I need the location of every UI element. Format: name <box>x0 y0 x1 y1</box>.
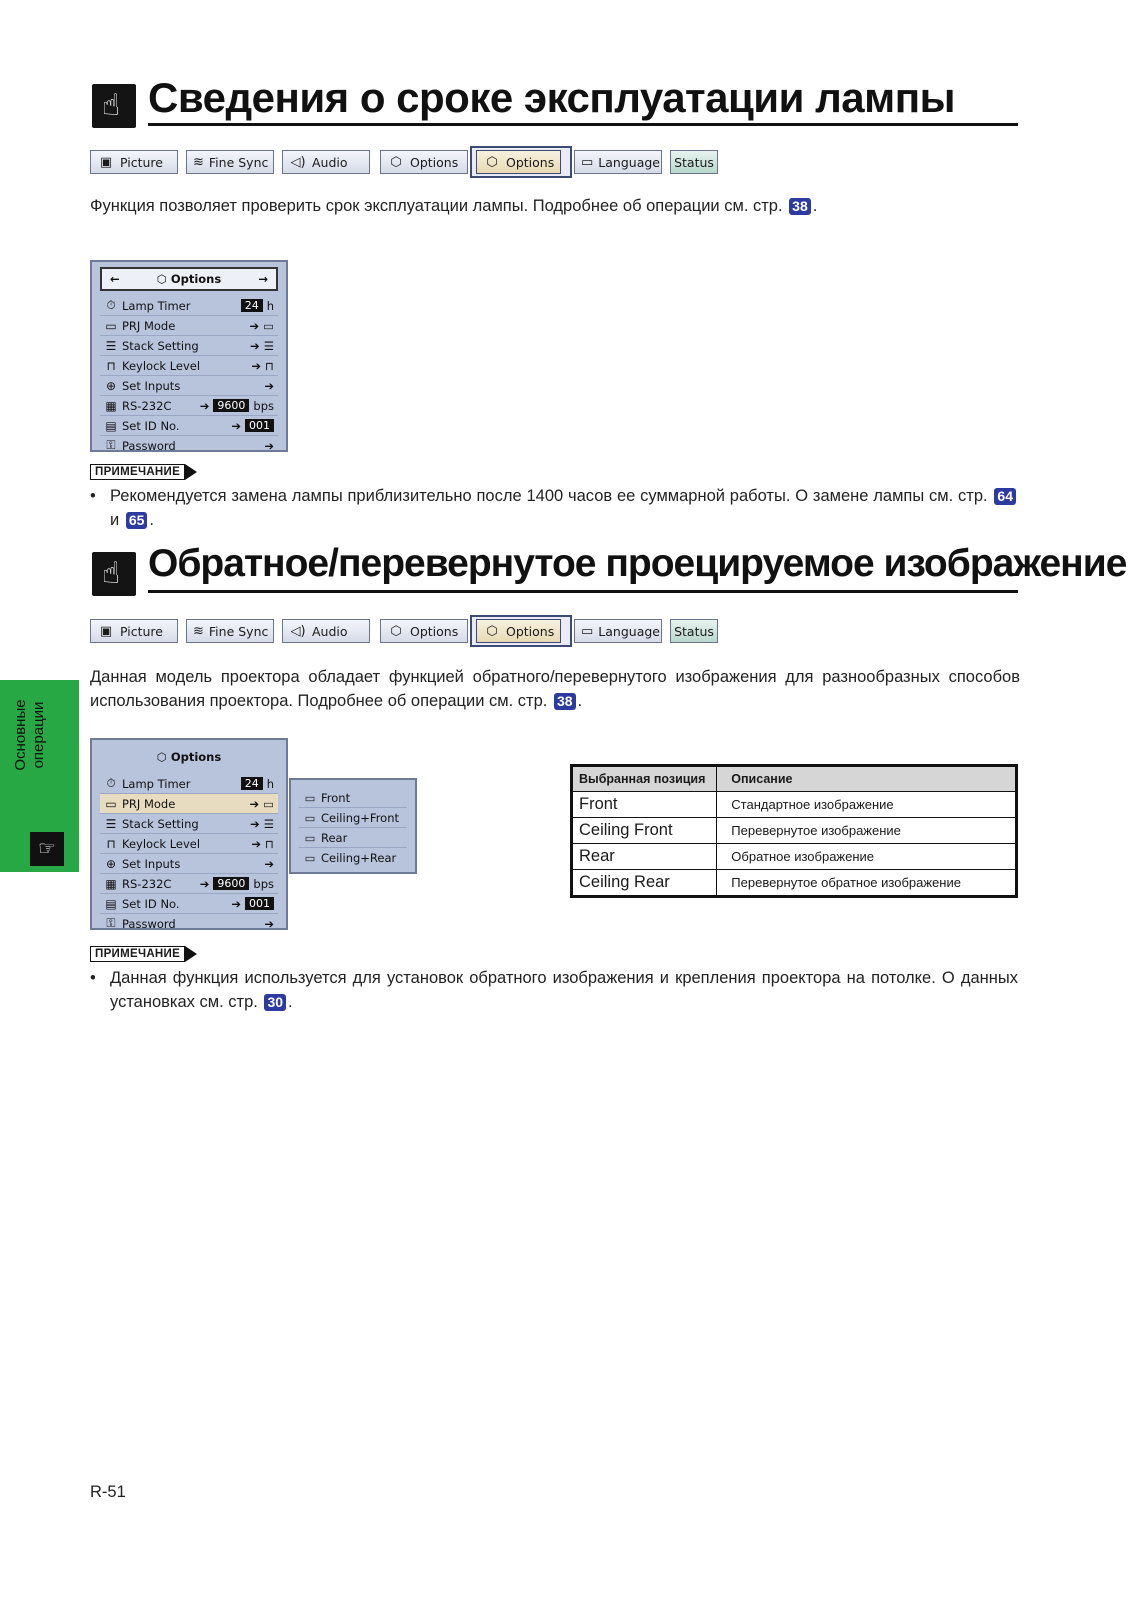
section-title: Обратное/перевернутое проецируемое изображение <box>148 542 1127 585</box>
tab-options[interactable]: ⬡ Options <box>380 150 468 174</box>
speaker-icon: ◁) <box>290 623 306 639</box>
prj-mode-icon: ▭ <box>263 796 274 811</box>
osd-header: ⬡ Options <box>156 750 222 764</box>
page-ref[interactable]: 65 <box>126 512 148 529</box>
note-bullet: • Рекомендуется замена лампы приблизительно после 1400 часов ее суммарной работы. О замене лампы см. стр. 64 и 65 . <box>90 484 1018 532</box>
stack-icon: ☰ <box>263 816 274 831</box>
page-number: R-51 <box>90 1483 126 1501</box>
inputs-icon: ⊕ <box>105 856 117 871</box>
osd-row-password[interactable]: ⚿ Password ➔ <box>100 436 278 455</box>
picture-icon: ▣ <box>99 154 113 170</box>
osd-options-menu <box>90 260 288 452</box>
rs232-icon: ▦ <box>105 398 117 413</box>
osd-row-set-inputs[interactable]: ⊕ Set Inputs ➔ <box>100 376 278 396</box>
speaker-icon: ◁) <box>290 154 306 170</box>
osd-row-set-inputs[interactable]: ⊕ Set Inputs ➔ <box>100 854 278 874</box>
page-ref[interactable]: 64 <box>994 488 1016 505</box>
menu-tab-bar <box>90 615 730 645</box>
table-header-row <box>572 766 1017 792</box>
osd-row-lamp-timer[interactable]: ⏱ Lamp Timer 24 h <box>100 296 278 316</box>
key-icon: ⚿ <box>106 438 116 452</box>
osd-row-keylock[interactable]: ⊓ Keylock Level ➔ ⊓ <box>100 356 278 376</box>
fine-sync-icon: ≋ <box>193 154 204 170</box>
osd-row-lamp-timer[interactable]: ⏱ Lamp Timer 24 h <box>100 774 278 794</box>
page-ref[interactable]: 30 <box>264 994 286 1011</box>
ceiling-front-icon: ▭ <box>304 810 316 825</box>
table-row: Ceiling Rear Перевернутое обратное изображение <box>572 870 1017 897</box>
lock-icon: ⊓ <box>106 358 116 373</box>
rear-icon: ▭ <box>304 830 316 845</box>
left-arrow-icon[interactable]: ← <box>110 272 120 286</box>
tab-language[interactable]: ▭ Language <box>574 619 662 643</box>
osd-row-rs232c[interactable]: ▦ RS-232C ➔ 9600 bps <box>100 874 278 894</box>
prj-mode-icon: ▭ <box>263 318 274 333</box>
stack-icon: ☰ <box>105 338 117 353</box>
ceiling-rear-icon: ▭ <box>304 850 316 865</box>
page-ref[interactable]: 38 <box>789 198 811 215</box>
stack-icon: ☰ <box>105 816 117 831</box>
tab-audio[interactable]: ◁) Audio <box>282 619 370 643</box>
tab-picture[interactable]: ▣ Picture <box>90 150 178 174</box>
title-underline <box>148 123 1018 126</box>
osd-row-stack-setting[interactable]: ☰ Stack Setting ➔ ☰ <box>100 814 278 834</box>
picture-icon: ▣ <box>99 623 113 639</box>
hand-pointer-icon: ☝ <box>92 552 136 596</box>
speech-bubble-icon: ▭ <box>581 154 594 170</box>
note-bullet: • Данная функция используется для установок обратного изображения и крепления проектора на потолке. О данных установках см. стр. 30 . <box>90 969 1018 1011</box>
prj-mode-icon: ▭ <box>105 318 117 333</box>
osd-row-set-id[interactable]: ▤ Set ID No. ➔ 001 <box>100 416 278 436</box>
fine-sync-icon: ≋ <box>193 623 204 639</box>
osd-header: ← ⬡ Options → <box>100 267 278 291</box>
chapter-label: Основные операции <box>12 699 47 771</box>
title-underline <box>148 590 1018 593</box>
note-label: ПРИМЕЧАНИЕ <box>90 464 197 480</box>
submenu-item-front[interactable]: ▭ Front <box>299 788 407 808</box>
page-ref[interactable]: 38 <box>554 693 576 710</box>
table-row: Front Стандартное изображение <box>572 792 1017 818</box>
tab-picture[interactable]: ▣ Picture <box>90 619 178 643</box>
tab-options-active[interactable]: ⬡ Options <box>470 615 572 647</box>
submenu-item-rear[interactable]: ▭ Rear <box>299 828 407 848</box>
stack-icon: ☰ <box>263 338 274 353</box>
options-cube-icon: ⬡ <box>486 154 498 170</box>
tab-status[interactable]: Status <box>670 619 718 643</box>
tab-options-active[interactable]: ⬡ Options <box>470 146 572 178</box>
lock-icon: ⊓ <box>265 358 274 373</box>
column-header: Описание <box>717 766 1017 792</box>
section1-text: Функция позволяет проверить срок эксплуатации лампы. Подробнее об операции см. стр. 38 . <box>90 197 818 215</box>
osd-row-prj-mode[interactable]: ▭ PRJ Mode ➔ ▭ <box>100 316 278 336</box>
osd-row-password[interactable]: ⚿ Password ➔ <box>100 914 278 933</box>
front-icon: ▭ <box>304 790 316 805</box>
menu-tab-bar <box>90 146 730 176</box>
options-cube-icon: ⬡ <box>156 272 171 286</box>
osd-row-rs232c[interactable]: ▦ RS-232C ➔ 9600 bps <box>100 396 278 416</box>
tab-status[interactable]: Status <box>670 150 718 174</box>
prj-mode-submenu <box>289 778 417 874</box>
hand-pointer-icon: ☞ <box>30 832 64 866</box>
osd-row-set-id[interactable]: ▤ Set ID No. ➔ 001 <box>100 894 278 914</box>
tab-language[interactable]: ▭ Language <box>574 150 662 174</box>
table-row: Rear Обратное изображение <box>572 844 1017 870</box>
submenu-item-ceiling-rear[interactable]: ▭ Ceiling+Rear <box>299 848 407 867</box>
right-arrow-icon[interactable]: → <box>258 272 268 286</box>
note-label: ПРИМЕЧАНИЕ <box>90 946 197 962</box>
options-cube-icon: ⬡ <box>390 623 402 639</box>
lamp-timer-icon: ⏱ <box>106 776 116 790</box>
options-cube-icon: ⬡ <box>390 154 402 170</box>
osd-row-prj-mode[interactable]: ▭ PRJ Mode ➔ ▭ <box>100 794 278 814</box>
osd-options-menu <box>90 738 288 930</box>
section-title: Сведения о сроке эксплуатации лампы <box>148 74 955 121</box>
osd-row-stack-setting[interactable]: ☰ Stack Setting ➔ ☰ <box>100 336 278 356</box>
table-row: Ceiling Front Перевернутое изображение <box>572 818 1017 844</box>
lock-icon: ⊓ <box>106 836 116 851</box>
id-icon: ▤ <box>105 418 117 433</box>
prj-mode-icon: ▭ <box>105 796 117 811</box>
lamp-timer-icon: ⏱ <box>106 298 116 312</box>
rs232-icon: ▦ <box>105 876 117 891</box>
column-header: Выбранная позиция <box>572 766 717 792</box>
id-icon: ▤ <box>105 896 117 911</box>
tab-fine-sync[interactable]: ≋ Fine Sync <box>186 619 274 643</box>
key-icon: ⚿ <box>106 916 116 930</box>
tab-options[interactable]: ⬡ Options <box>380 619 468 643</box>
tab-fine-sync[interactable]: ≋ Fine Sync <box>186 150 274 174</box>
osd-row-keylock[interactable]: ⊓ Keylock Level ➔ ⊓ <box>100 834 278 854</box>
section2-text: Данная модель проектора обладает функцией обратного/перевернутого изображения для разнообразных способов использования проектора. Подробнее об операции см. стр. 38 . <box>90 668 1020 710</box>
hand-pointer-icon: ☝ <box>92 84 136 128</box>
speech-bubble-icon: ▭ <box>581 623 594 639</box>
chapter-side-tab <box>0 680 79 872</box>
projection-modes-table <box>570 764 1018 898</box>
tab-audio[interactable]: ◁) Audio <box>282 150 370 174</box>
lock-icon: ⊓ <box>265 836 274 851</box>
options-cube-icon: ⬡ <box>486 623 498 639</box>
submenu-item-ceiling-front[interactable]: ▭ Ceiling+Front <box>299 808 407 828</box>
options-cube-icon: ⬡ <box>156 750 171 764</box>
inputs-icon: ⊕ <box>105 378 117 393</box>
